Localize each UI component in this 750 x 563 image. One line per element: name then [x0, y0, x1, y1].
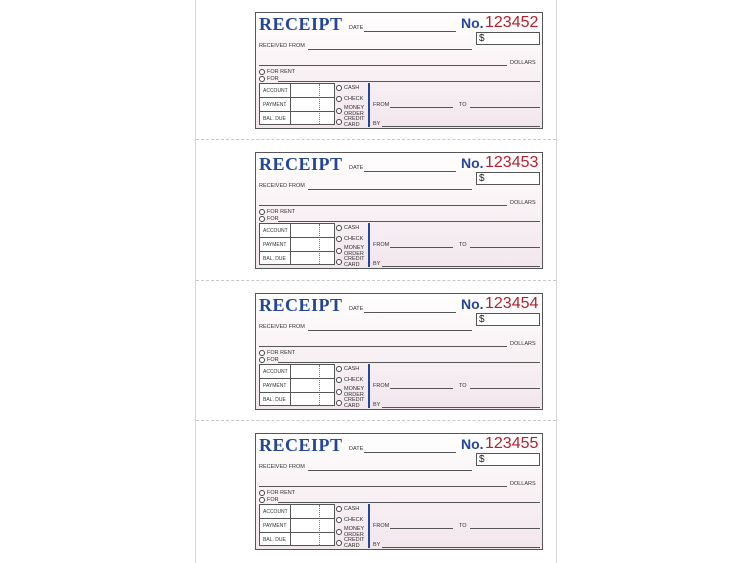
card-label: CARD [344, 262, 360, 268]
money-order-radio[interactable] [336, 108, 342, 114]
date-line[interactable] [364, 452, 456, 453]
order-label: ORDER [344, 111, 364, 117]
by-label: BY [373, 261, 381, 267]
credit-card-radio[interactable] [336, 119, 342, 125]
for-label: FOR [267, 216, 279, 222]
received-from-label: RECEIVED FROM [259, 183, 305, 189]
check-radio[interactable] [336, 517, 342, 523]
by-label: BY [373, 121, 381, 127]
for-rent-radio[interactable] [259, 69, 265, 75]
from-label: FROM [373, 523, 390, 529]
by-line[interactable] [382, 547, 540, 548]
bal-due-label: BAL. DUE [263, 537, 286, 543]
for-rent-label: FOR RENT [267, 350, 296, 356]
account-label: ACCOUNT [263, 228, 288, 234]
receipt-form [255, 293, 543, 410]
date-line[interactable] [364, 312, 456, 313]
for-radio[interactable] [259, 357, 265, 363]
bal-due-row[interactable] [260, 533, 334, 547]
cash-radio[interactable] [336, 366, 342, 372]
money-label: MONEY [344, 245, 365, 251]
cash-label: CASH [344, 225, 360, 231]
for-line[interactable] [278, 502, 540, 503]
accent-bar [368, 223, 370, 267]
check-label: CHECK [344, 236, 364, 242]
perforation-line [196, 280, 556, 281]
amount-words-line[interactable] [259, 205, 507, 206]
number-label: No. [461, 15, 484, 31]
for-line[interactable] [278, 362, 540, 363]
amount-box[interactable] [476, 172, 540, 185]
for-rent-label: FOR RENT [267, 209, 296, 215]
bal-due-row[interactable] [260, 393, 334, 407]
account-table [259, 83, 335, 125]
receipt-title: RECEIPT [259, 154, 343, 174]
for-line[interactable] [278, 221, 540, 222]
credit-card-radio[interactable] [336, 400, 342, 406]
amount-words-line[interactable] [259, 486, 507, 487]
by-line[interactable] [382, 126, 540, 127]
card-label: CARD [344, 543, 360, 549]
payment-label: PAYMENT [263, 523, 287, 529]
amount-words-line[interactable] [259, 346, 507, 347]
cash-label: CASH [344, 85, 360, 91]
receipt-title: RECEIPT [259, 435, 343, 455]
receipt-title: RECEIPT [259, 14, 343, 34]
order-label: ORDER [344, 532, 364, 538]
to-label: TO [459, 383, 467, 389]
check-label: CHECK [344, 517, 364, 523]
by-line[interactable] [382, 407, 540, 408]
payment-row[interactable] [260, 98, 334, 112]
perforation-line [196, 139, 556, 140]
check-radio[interactable] [336, 236, 342, 242]
money-label: MONEY [344, 386, 365, 392]
accent-bar [368, 83, 370, 127]
card-label: CARD [344, 122, 360, 128]
account-label: ACCOUNT [263, 369, 288, 375]
receipt-form [255, 152, 543, 269]
for-rent-radio[interactable] [259, 350, 265, 356]
number-label: No. [461, 296, 484, 312]
for-rent-radio[interactable] [259, 209, 265, 215]
date-label: DATE [349, 306, 364, 312]
payment-row[interactable] [260, 519, 334, 533]
from-label: FROM [373, 383, 390, 389]
number-label: No. [461, 436, 484, 452]
bal-due-label: BAL. DUE [263, 256, 286, 262]
date-line[interactable] [364, 31, 456, 32]
credit-card-radio[interactable] [336, 259, 342, 265]
receipt-number: 123453 [485, 154, 539, 171]
amount-box[interactable] [476, 313, 540, 326]
dollars-label: DOLLARS [510, 200, 536, 206]
money-order-radio[interactable] [336, 248, 342, 254]
credit-label: CREDIT [344, 537, 365, 543]
check-radio[interactable] [336, 377, 342, 383]
received-from-line[interactable] [308, 470, 472, 471]
check-radio[interactable] [336, 96, 342, 102]
from-line[interactable] [390, 388, 453, 389]
cash-label: CASH [344, 506, 360, 512]
from-line[interactable] [390, 247, 453, 248]
to-line[interactable] [470, 528, 540, 529]
accent-bar [368, 504, 370, 548]
bal-due-row[interactable] [260, 252, 334, 266]
order-label: ORDER [344, 251, 364, 257]
receipt-number: 123454 [485, 295, 539, 312]
payment-label: PAYMENT [263, 102, 287, 108]
for-rent-label: FOR RENT [267, 69, 296, 75]
to-line[interactable] [470, 247, 540, 248]
cash-label: CASH [344, 366, 360, 372]
received-from-line[interactable] [308, 330, 472, 331]
for-radio[interactable] [259, 216, 265, 222]
date-label: DATE [349, 25, 364, 31]
credit-label: CREDIT [344, 116, 365, 122]
check-label: CHECK [344, 377, 364, 383]
for-radio[interactable] [259, 497, 265, 503]
to-label: TO [459, 242, 467, 248]
credit-label: CREDIT [344, 256, 365, 262]
cash-radio[interactable] [336, 85, 342, 91]
perforation-line [196, 420, 556, 421]
for-label: FOR [267, 76, 279, 82]
date-label: DATE [349, 165, 364, 171]
received-from-line[interactable] [308, 49, 472, 50]
from-line[interactable] [390, 528, 453, 529]
amount-box[interactable] [476, 453, 540, 466]
number-label: No. [461, 155, 484, 171]
payment-row[interactable] [260, 379, 334, 393]
for-label: FOR [267, 497, 279, 503]
receipt-form [255, 12, 543, 129]
date-label: DATE [349, 446, 364, 452]
credit-label: CREDIT [344, 397, 365, 403]
for-radio[interactable] [259, 76, 265, 82]
by-label: BY [373, 402, 381, 408]
order-label: ORDER [344, 392, 364, 398]
money-label: MONEY [344, 526, 365, 532]
money-order-radio[interactable] [336, 529, 342, 535]
account-table [259, 223, 335, 265]
from-label: FROM [373, 102, 390, 108]
account-table [259, 364, 335, 406]
account-table [259, 504, 335, 546]
date-line[interactable] [364, 171, 456, 172]
money-order-radio[interactable] [336, 389, 342, 395]
by-label: BY [373, 542, 381, 548]
cash-radio[interactable] [336, 225, 342, 231]
bal-due-label: BAL. DUE [263, 397, 286, 403]
from-label: FROM [373, 242, 390, 248]
receipt-number: 123455 [485, 435, 539, 452]
money-label: MONEY [344, 105, 365, 111]
dollars-label: DOLLARS [510, 60, 536, 66]
received-from-label: RECEIVED FROM [259, 43, 305, 49]
account-row[interactable] [260, 84, 334, 98]
account-row[interactable] [260, 224, 334, 238]
for-line[interactable] [278, 81, 540, 82]
accent-bar [368, 364, 370, 408]
account-label: ACCOUNT [263, 88, 288, 94]
received-from-label: RECEIVED FROM [259, 464, 305, 470]
dollars-label: DOLLARS [510, 341, 536, 347]
amount-words-line[interactable] [259, 65, 507, 66]
amount-box[interactable] [476, 32, 540, 45]
receipt-number: 123452 [485, 14, 539, 31]
account-row[interactable] [260, 505, 334, 519]
to-line[interactable] [470, 388, 540, 389]
to-label: TO [459, 102, 467, 108]
for-rent-label: FOR RENT [267, 490, 296, 496]
for-rent-radio[interactable] [259, 490, 265, 496]
received-from-label: RECEIVED FROM [259, 324, 305, 330]
for-label: FOR [267, 357, 279, 363]
card-label: CARD [344, 403, 360, 409]
to-label: TO [459, 523, 467, 529]
receipt-form [255, 433, 543, 550]
dollars-label: DOLLARS [510, 481, 536, 487]
received-from-line[interactable] [308, 189, 472, 190]
payment-row[interactable] [260, 238, 334, 252]
dollar-sign: $ [479, 314, 485, 325]
dollar-sign: $ [479, 454, 485, 465]
by-line[interactable] [382, 266, 540, 267]
cash-radio[interactable] [336, 506, 342, 512]
payment-label: PAYMENT [263, 242, 287, 248]
receipt-title: RECEIPT [259, 295, 343, 315]
payment-label: PAYMENT [263, 383, 287, 389]
dollar-sign: $ [479, 173, 485, 184]
account-row[interactable] [260, 365, 334, 379]
account-label: ACCOUNT [263, 509, 288, 515]
credit-card-radio[interactable] [336, 540, 342, 546]
bal-due-label: BAL. DUE [263, 116, 286, 122]
from-line[interactable] [390, 107, 453, 108]
to-line[interactable] [470, 107, 540, 108]
check-label: CHECK [344, 96, 364, 102]
dollar-sign: $ [479, 33, 485, 44]
bal-due-row[interactable] [260, 112, 334, 126]
